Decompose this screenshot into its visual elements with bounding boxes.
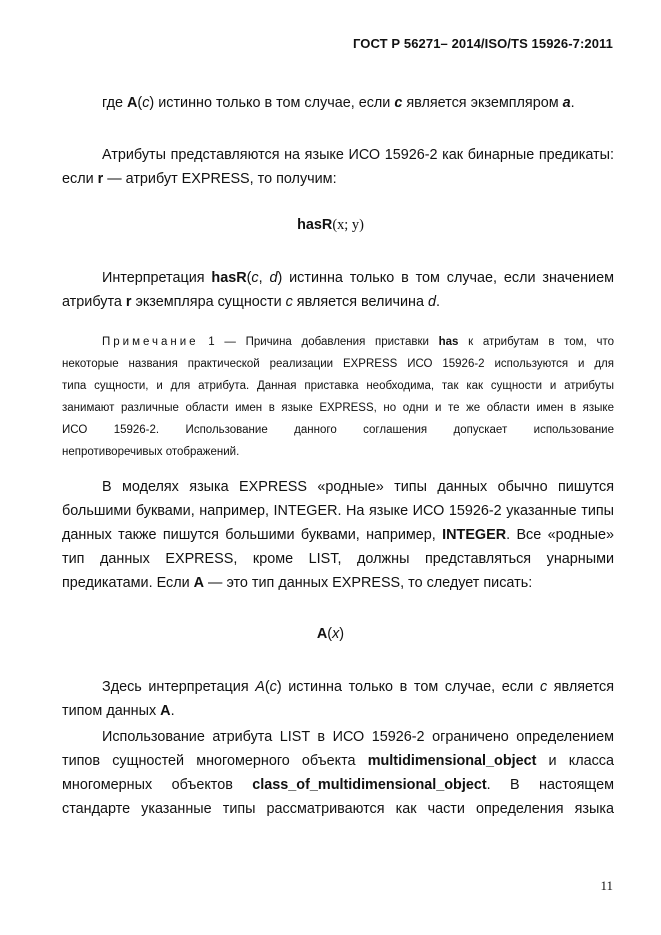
paragraph-A-interpretation: Здесь интерпретация A(c) истинна только в том случае, если c является типом данных A. xyxy=(62,679,614,719)
page-number: 11 xyxy=(600,878,613,893)
paragraph-definition-a: где A(c) истинно только в том случае, если c является экземпляром a. xyxy=(102,95,575,111)
paragraph-hasR-interpretation: Интерпретация hasR(c, d) истинна только в том случае, если значением атрибута r экземпляра сущности c является величина d. xyxy=(62,270,614,310)
formula-A-x: A(x) xyxy=(316,626,345,642)
document-header: ГОСТ Р 56271– 2014/ISO/TS 15926-7:2011 xyxy=(352,36,613,51)
paragraph-attributes: Атрибуты представляются на языке ИСО 15926-2 как бинарные предикаты: если r — атрибут EXPRESS, то получим: xyxy=(62,147,614,187)
paragraph-list-attribute: Использование атрибута LIST в ИСО 15926-2 ограничено определением типов сущностей многомерного объекта multidimensional_object и класса многомерных объектов class_of_multidimensional_object. В настоящем стандарте указанные типы рассматриваются как части определения языка xyxy=(62,729,614,817)
note-1: Примечание 1 — Причина добавления приставки has к атрибутам в том, что некоторые названия практической реализации EXPRESS ИСО 15926-2 используются и для типа сущности, и для атрибута. Данная приставка необходима, так как сущности и атрибуты занимают различные области имен в языке EXPRESS, но одни и те же области имен в языке ИСО 15926-2. Использование данного соглашения допускает использование непротиворечивых отображений. xyxy=(62,336,614,458)
note-label: Примечание xyxy=(102,336,199,348)
paragraph-express-types: В моделях языка EXPRESS «родные» типы данных обычно пишутся большими буквами, например, INTEGER. На языке ИСО 15926-2 указанные типы данных также пишутся большими буквами, например, INTEGER. Все «родные» тип данных EXPRESS, кроме LIST, должны представляться унарными предикатами. Если A — это тип данных EXPRESS, то следует писать: xyxy=(62,479,614,591)
formula-hasR: hasR(x; y) xyxy=(297,217,364,233)
